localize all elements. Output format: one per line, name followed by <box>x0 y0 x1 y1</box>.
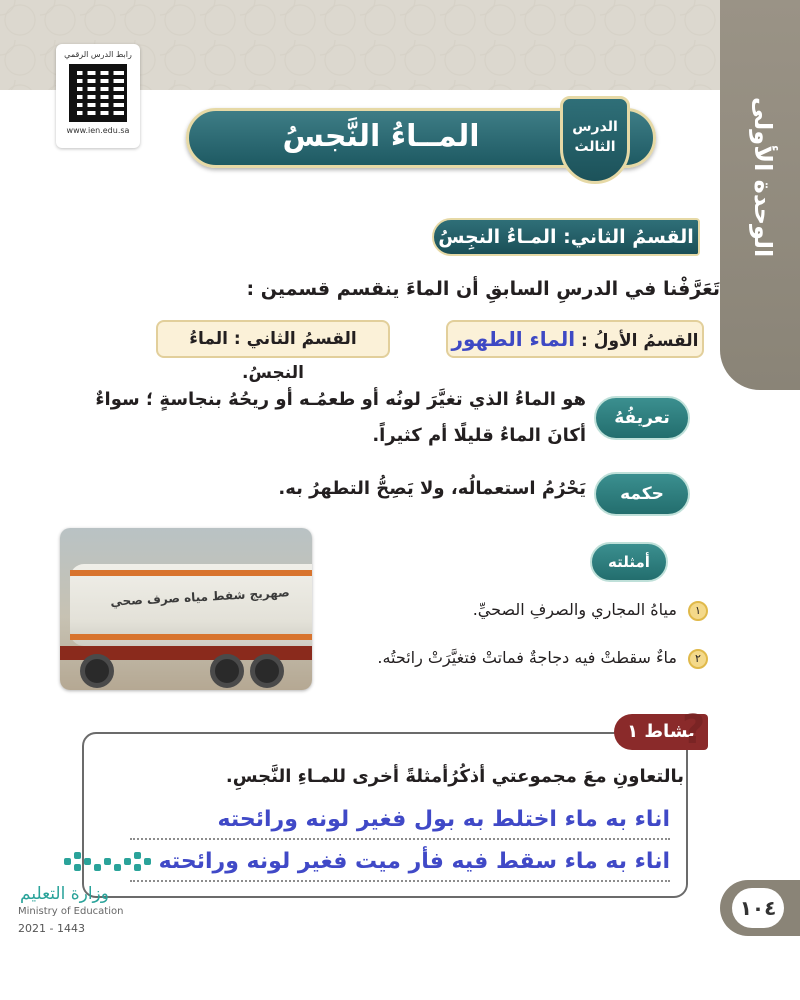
ministry-name-ar: وزارة التعليم <box>20 884 109 904</box>
division-first-label: القسمُ الأولُ : <box>580 331 699 351</box>
example-number-icon: ١ <box>688 601 708 621</box>
ministry-name-en: Ministry of Education <box>18 906 124 917</box>
example-item-1 <box>328 600 708 621</box>
ministry-logo-icon <box>62 850 162 880</box>
division-first <box>446 320 704 358</box>
ruling-tag: حكمه <box>594 472 690 516</box>
unit-label: الوحدة الأولى <box>749 96 777 258</box>
truck-wheel <box>250 654 284 688</box>
examples-tag: أمثلته <box>590 542 668 582</box>
truck-tank-text: صهريج شفط مياه صرف صحي <box>110 585 290 609</box>
example-number-icon: ٢ <box>688 649 708 669</box>
page-number: ١٠٤ <box>732 888 784 928</box>
qr-card[interactable] <box>56 44 140 148</box>
truck-wheel <box>80 654 114 688</box>
qr-code-icon[interactable] <box>69 64 127 122</box>
truck-tank <box>70 564 312 646</box>
lesson-badge-line1: الدرس <box>572 119 618 135</box>
tank-band-top <box>70 570 312 576</box>
definition-tag: تعريفُهُ <box>594 396 690 440</box>
activity-tag: نشاط ١ <box>614 714 708 750</box>
example-text: ماءٌ سقطتْ فيه دجاجةٌ فماتتْ فتغيَّرَتْ رائحتُه. <box>377 648 677 667</box>
activity-prompt: بالتعاونِ معَ مجموعتي أذكُرُأمثلةً أخرى للمـاءِ النَّجسِ. <box>225 766 684 787</box>
question-mark-icon: ? <box>682 707 706 753</box>
section-header: القسمُ الثاني: المـاءُ النجِسُ <box>432 218 700 256</box>
answer-line-2[interactable]: اناء به ماء سقط فيه فأر ميت فغير لونه ورائحته <box>130 842 670 882</box>
lesson-title: المــاءُ النَّجسُ <box>282 119 480 154</box>
truck-wheel <box>210 654 244 688</box>
lesson-badge-line2: الثالث <box>574 139 616 155</box>
tank-band-bottom <box>70 634 312 640</box>
division-second: القسمُ الثاني : الماءُ النجسُ. <box>156 320 390 358</box>
example-item-2 <box>328 648 708 669</box>
edition-year: 2021 - 1443 <box>18 922 85 935</box>
example-text: مياهُ المجاري والصرفِ الصحيِّ. <box>472 600 677 619</box>
definition-text: هو الماءُ الذي تغيَّرَ لونُه أو طعمُـه أو ريحُهُ بنجاسةٍ ؛ سواءٌ أكانَ الماءُ قليلًا أم كثيراً. <box>95 389 586 446</box>
sewage-truck-photo <box>60 528 312 690</box>
intro-text: تَعَرَّفْنا في الدرسِ السابقِ أن الماءَ ينقسم قسمين : <box>246 278 720 300</box>
answer-line-1[interactable]: اناء به ماء اختلط به بول فغير لونه ورائحته <box>130 800 670 840</box>
qr-url[interactable]: www.ien.edu.sa <box>66 126 130 135</box>
qr-caption: رابط الدرس الرقمي <box>64 50 132 59</box>
ruling-text: يَحْرُمُ استعمالُه، ولا يَصِحُّ التطهرُ به. <box>278 478 586 499</box>
lesson-badge <box>560 96 630 184</box>
division-first-answer: الماء الطهور <box>451 327 576 351</box>
